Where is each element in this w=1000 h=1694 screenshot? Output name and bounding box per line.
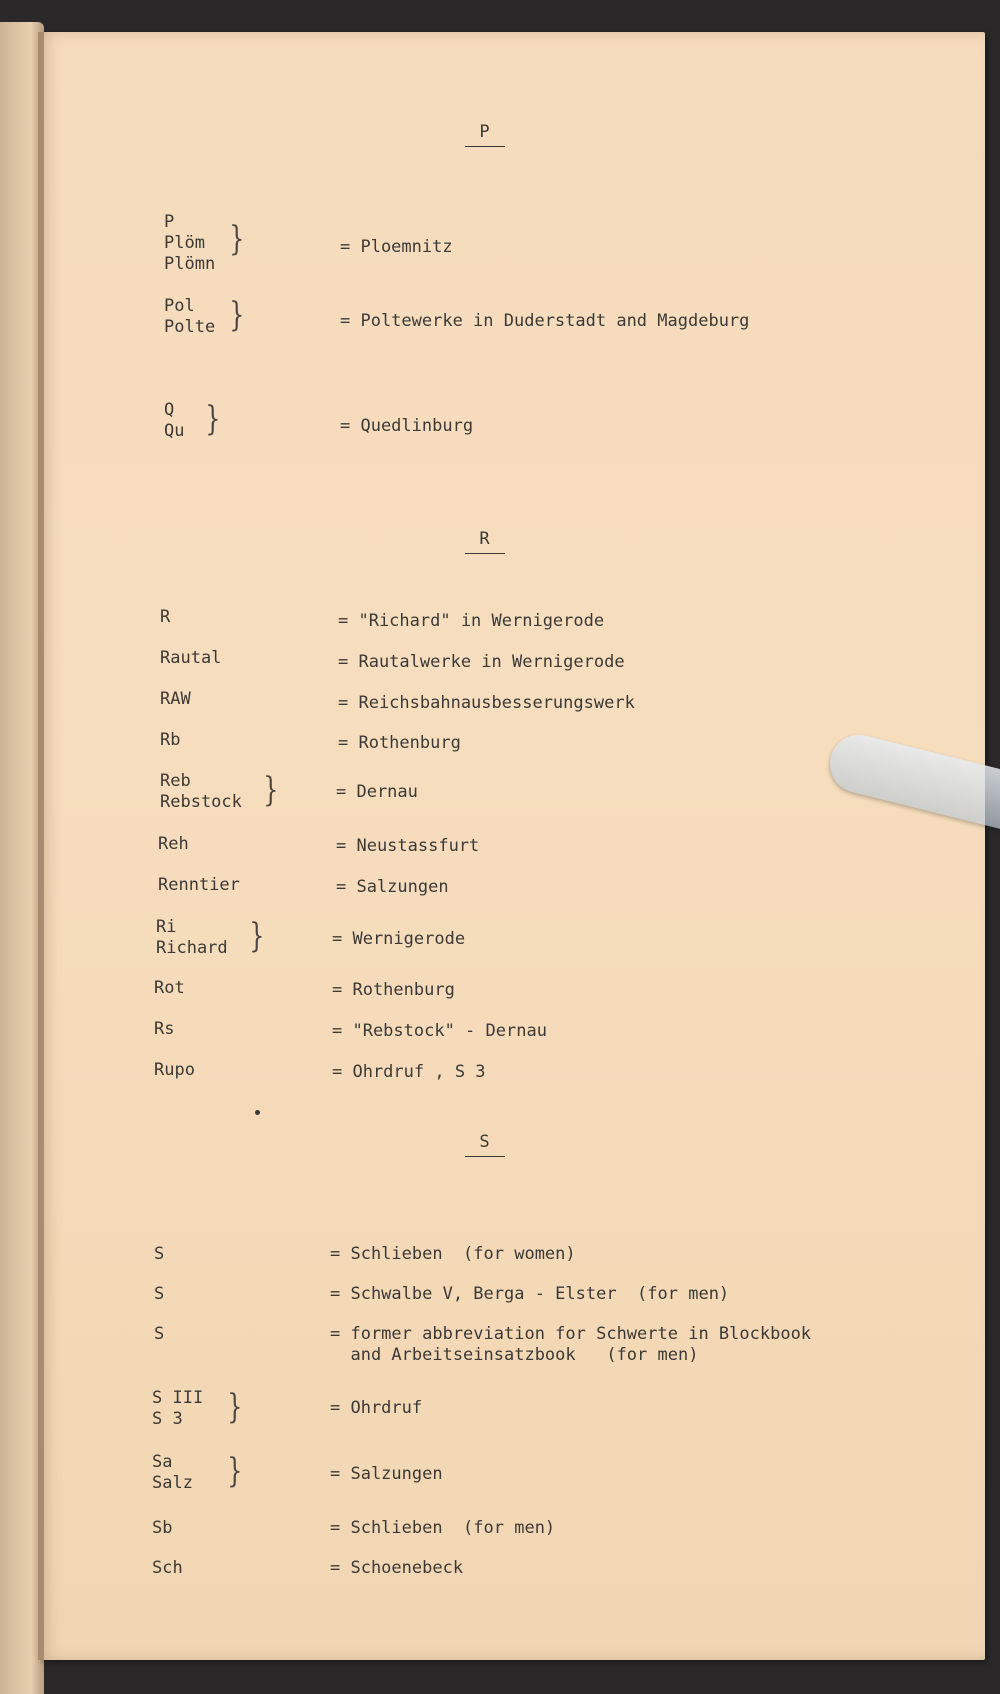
entry-abbreviation: S xyxy=(154,1324,165,1344)
grouping-brace: } xyxy=(227,1451,243,1491)
document-page xyxy=(40,32,985,1660)
entry-meaning: = Ploemnitz xyxy=(340,237,453,257)
entry-meaning: = Schwalbe V, Berga - Elster (for men) xyxy=(330,1284,730,1304)
entry-meaning: = Ohrdruf xyxy=(330,1398,423,1418)
entry-meaning: = Reichsbahnausbesserungswerk xyxy=(338,693,635,713)
entry-meaning: = former abbreviation for Schwerte in Blockbook and Arbeitseinsatzbook (for men) xyxy=(330,1324,812,1365)
section-heading-r: R xyxy=(455,529,515,554)
entry-abbreviation: Rupo xyxy=(154,1060,195,1080)
entry-meaning: = Rothenburg xyxy=(332,980,455,1000)
grouping-brace: } xyxy=(229,295,245,335)
entry-meaning: = Salzungen xyxy=(336,877,449,897)
entry-meaning: = Schlieben (for men) xyxy=(330,1518,556,1538)
grouping-brace: } xyxy=(229,219,245,259)
entry-meaning: = Poltewerke in Duderstadt and Magdeburg xyxy=(340,311,750,331)
grouping-brace: } xyxy=(263,770,279,810)
grouping-brace: } xyxy=(205,399,221,439)
entry-abbreviation: S xyxy=(154,1244,165,1264)
entry-abbreviation: Rb xyxy=(160,730,181,750)
entry-meaning: = "Rebstock" - Dernau xyxy=(332,1021,547,1041)
entry-abbreviation: Renntier xyxy=(158,875,240,895)
grouping-brace: } xyxy=(227,1387,243,1427)
page-gutter xyxy=(38,32,44,1660)
entry-meaning: = Dernau xyxy=(336,782,418,802)
entry-abbreviation: Sb xyxy=(152,1518,173,1538)
entry-abbreviation: Sch xyxy=(152,1558,183,1578)
entry-abbreviation: Ri Richard xyxy=(156,917,228,958)
entry-abbreviation: Reh xyxy=(158,834,189,854)
entry-meaning: = Schoenebeck xyxy=(330,1558,464,1578)
entry-meaning: = Schlieben (for women) xyxy=(330,1244,576,1264)
entry-meaning: = Quedlinburg xyxy=(340,416,474,436)
entry-abbreviation: Pol Polte xyxy=(164,296,216,337)
entry-abbreviation: RAW xyxy=(160,689,191,709)
entry-abbreviation: R xyxy=(160,607,171,627)
ink-speck xyxy=(255,1110,260,1115)
entry-abbreviation: S xyxy=(154,1284,165,1304)
entry-abbreviation: S III S 3 xyxy=(152,1388,204,1429)
entry-meaning: = Ohrdruf , S 3 xyxy=(332,1062,486,1082)
entry-abbreviation: Rs xyxy=(154,1019,175,1039)
entry-abbreviation: Reb Rebstock xyxy=(160,771,242,812)
section-heading-s: S xyxy=(455,1132,515,1157)
grouping-brace: } xyxy=(249,916,265,956)
entry-abbreviation: Rot xyxy=(154,978,185,998)
section-heading-p: P xyxy=(455,122,515,147)
entry-meaning: = "Richard" in Wernigerode xyxy=(338,611,605,631)
entry-meaning: = Salzungen xyxy=(330,1464,443,1484)
entry-meaning: = Neustassfurt xyxy=(336,836,480,856)
entry-meaning: = Rautalwerke in Wernigerode xyxy=(338,652,625,672)
entry-abbreviation: Rautal xyxy=(160,648,222,668)
entry-abbreviation: Q Qu xyxy=(164,400,185,441)
entry-meaning: = Wernigerode xyxy=(332,929,466,949)
entry-meaning: = Rothenburg xyxy=(338,733,461,753)
entry-abbreviation: P Plöm Plömn xyxy=(164,212,216,274)
entry-abbreviation: Sa Salz xyxy=(152,1452,193,1493)
